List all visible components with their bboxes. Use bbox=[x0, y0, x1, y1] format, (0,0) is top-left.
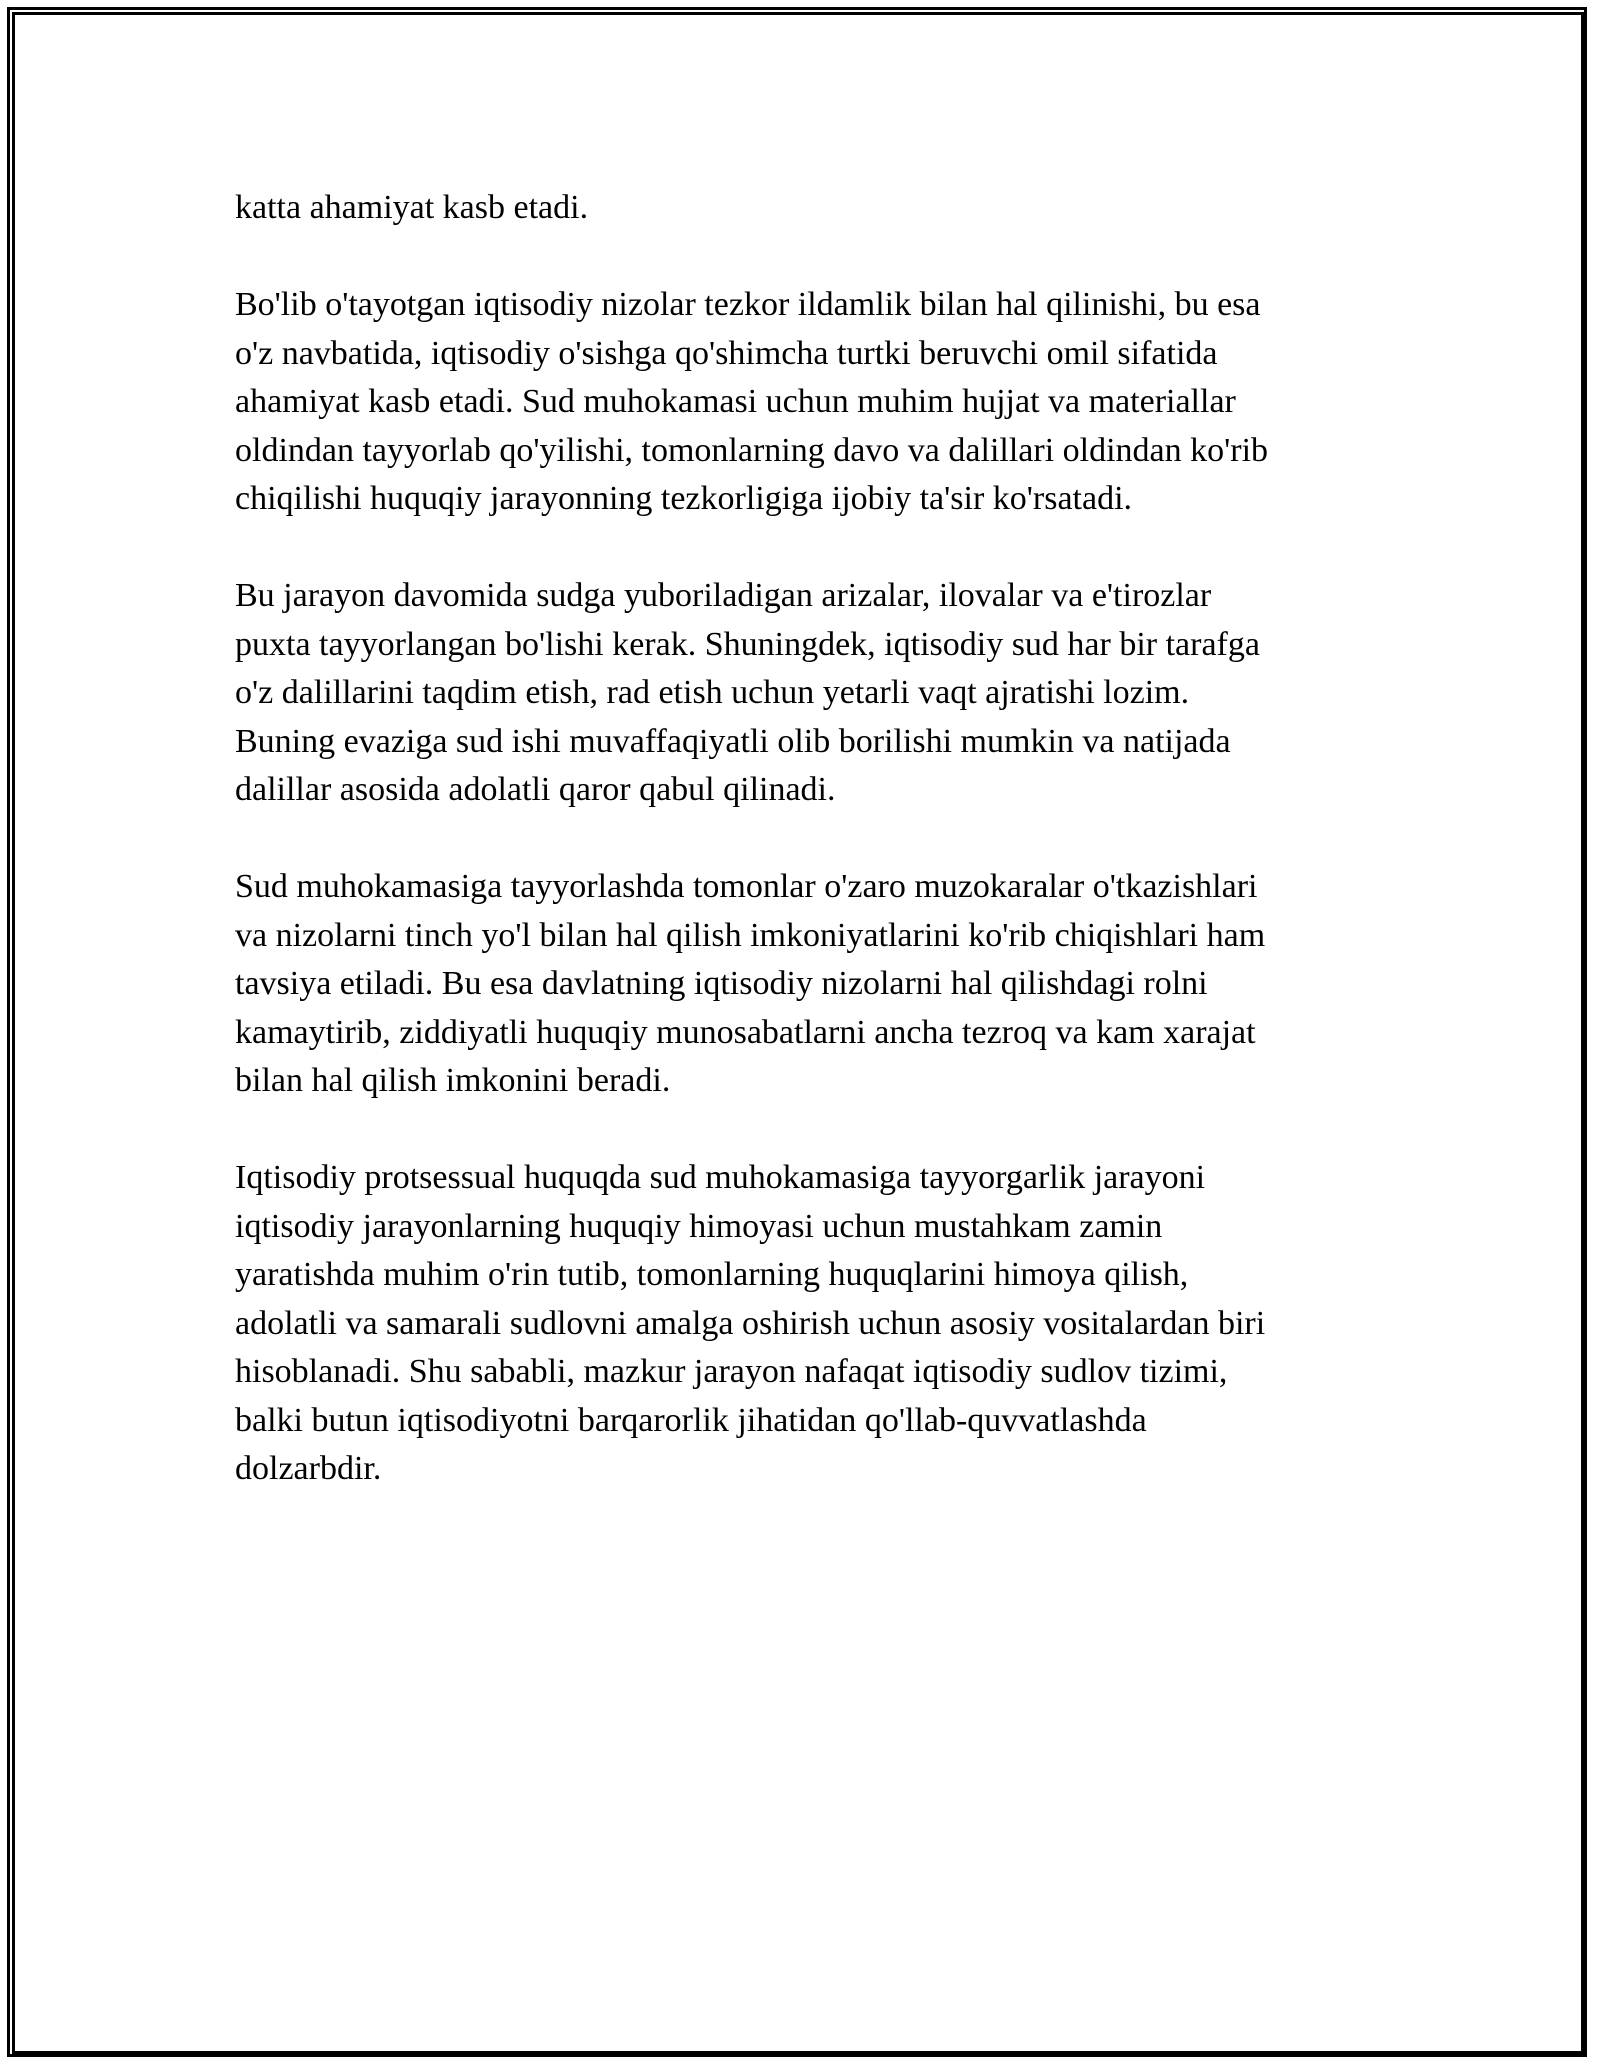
paragraph bbox=[235, 863, 1365, 1106]
text-line: tavsiya etiladi. Bu esa davlatning iqtisodiy nizolarni hal qilishdagi rolni bbox=[235, 965, 1208, 1002]
text-line: Buning evaziga sud ishi muvaffaqiyatli olib borilishi mumkin va natijada bbox=[235, 722, 1231, 760]
text-line: yaratishda muhim o'rin tutib, tomonlarning huquqlarini himoya qilish, bbox=[235, 1256, 1189, 1293]
text-line: katta ahamiyat kasb etadi. bbox=[235, 189, 589, 226]
text-line: oldindan tayyorlab qo'yilishi, tomonlarning davo va dalillari oldindan ko'rib bbox=[235, 431, 1269, 469]
text-line: iqtisodiy jarayonlarning huquqiy himoyasi uchun mustahkam zamin bbox=[235, 1207, 1163, 1245]
text-line: Bu jarayon davomida sudga yuboriladigan arizalar, ilovalar va e'tirozlar bbox=[235, 577, 1212, 614]
text-line: dalillar asosida adolatli qaror qabul qilinadi. bbox=[235, 771, 836, 808]
text-line: kamaytirib, ziddiyatli huquqiy munosabatlarni ancha tezroq va kam xarajat bbox=[235, 1013, 1256, 1051]
paragraph bbox=[235, 572, 1365, 815]
paragraph bbox=[235, 1154, 1365, 1494]
text-line: chiqilishi huquqiy jarayonning tezkorligiga ijobiy ta'sir ko'rsatadi. bbox=[235, 480, 1133, 517]
text-line: bilan hal qilish imkonini beradi. bbox=[235, 1062, 671, 1099]
text-line: adolatli va samarali sudlovni amalga oshirish uchun asosiy vositalardan biri bbox=[235, 1304, 1266, 1342]
text-line: o'z dalillarini taqdim etish, rad etish uchun yetarli vaqt ajratishi lozim. bbox=[235, 674, 1190, 711]
paragraph bbox=[235, 184, 1365, 233]
text-line: puxta tayyorlangan bo'lishi kerak. Shuningdek, iqtisodiy sud har bir tarafga bbox=[235, 625, 1260, 663]
text-line: Bo'lib o'tayotgan iqtisodiy nizolar tezkor ildamlik bilan hal qilinishi, bu esa bbox=[235, 286, 1261, 323]
text-line: Iqtisodiy protsessual huquqda sud muhokamasiga tayyorgarlik jarayoni bbox=[235, 1159, 1206, 1196]
text-line: hisoblanadi. Shu sababli, mazkur jarayon nafaqat iqtisodiy sudlov tizimi, bbox=[235, 1353, 1228, 1390]
text-line: dolzarbdir. bbox=[235, 1450, 382, 1487]
text-line: Sud muhokamasiga tayyorlashda tomonlar o'zaro muzokaralar o'tkazishlari bbox=[235, 868, 1258, 905]
text-line: va nizolarni tinch yo'l bilan hal qilish imkoniyatlarini ko'rib chiqishlari ham bbox=[235, 916, 1266, 954]
text-line: o'z navbatida, iqtisodiy o'sishga qo'shimcha turtki beruvchi omil sifatida bbox=[235, 334, 1218, 372]
text-line: ahamiyat kasb etadi. Sud muhokamasi uchun muhim hujjat va materiallar bbox=[235, 383, 1236, 420]
text-line: balki butun iqtisodiyotni barqarorlik jihatidan qo'llab-quvvatlashda bbox=[235, 1401, 1147, 1439]
paragraph bbox=[235, 281, 1365, 524]
document-body bbox=[235, 184, 1365, 1542]
